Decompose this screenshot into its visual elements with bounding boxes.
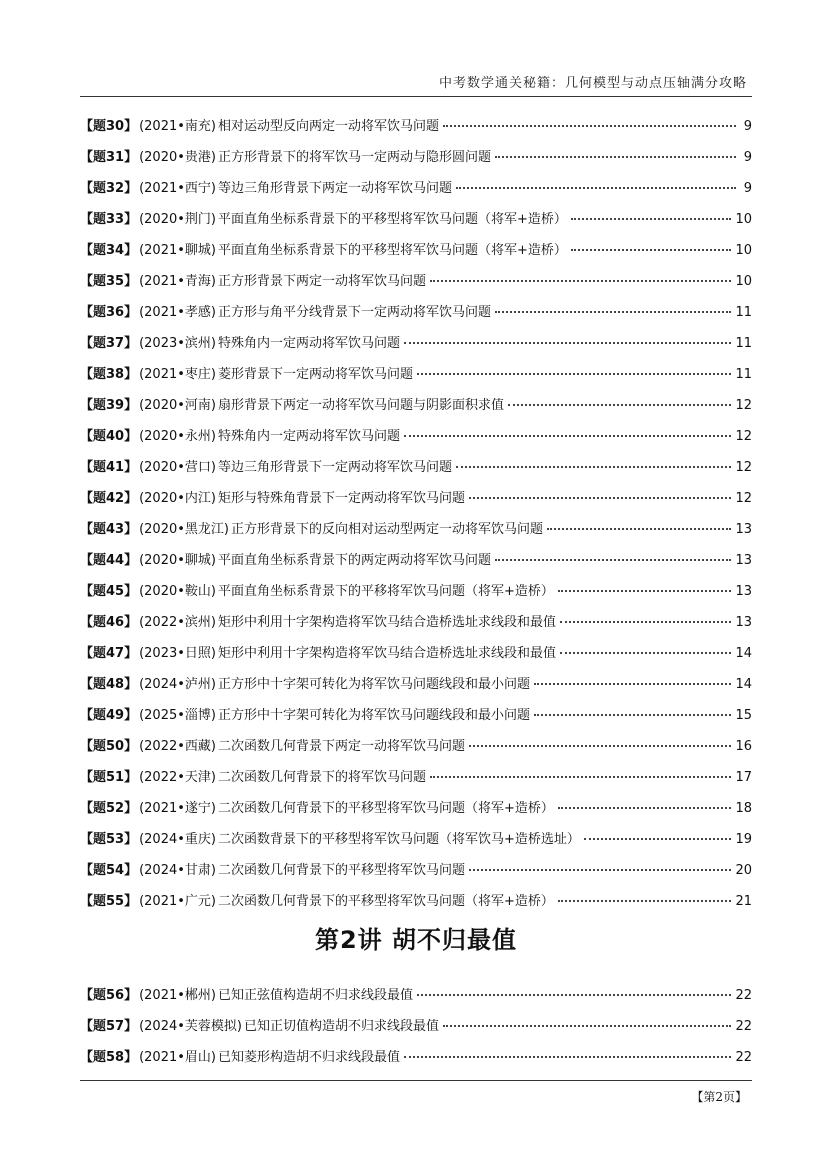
dot-leader (469, 745, 731, 747)
toc-entry-source: (2021•西宁) (139, 181, 216, 196)
toc-entry-source: (2024•泸州) (139, 677, 216, 692)
toc-list (80, 103, 752, 909)
toc-entry[interactable] (80, 972, 752, 1003)
toc-entry-page: 10 (735, 212, 752, 227)
toc-entry[interactable] (80, 661, 752, 692)
toc-entry-page: 12 (735, 460, 752, 475)
toc-entry-source: (2020•荆门) (139, 212, 216, 227)
toc-entry-page: 13 (735, 584, 752, 599)
toc-entry[interactable] (80, 692, 752, 723)
toc-entry-page: 12 (735, 429, 752, 444)
toc-entry-page: 11 (735, 367, 752, 382)
toc-entry-page: 21 (735, 894, 752, 909)
toc-entry-page: 17 (735, 770, 752, 785)
toc-entry-title: 平面直角坐标系背景下的平移型将军饮马问题（将军+造桥） (218, 212, 567, 227)
toc-entry-number: 【题54】 (80, 863, 138, 878)
toc-entry-page: 9 (743, 181, 752, 196)
dot-leader (495, 311, 731, 313)
toc-entry-page: 9 (743, 119, 752, 134)
toc-entry-source: (2020•永州) (139, 429, 216, 444)
toc-entry-page: 22 (735, 1019, 752, 1034)
toc-entry-source: (2021•青海) (139, 274, 216, 289)
page-number: 【第2页】 (691, 1090, 747, 1104)
dot-leader (404, 435, 731, 437)
toc-entry-source: (2021•枣庄) (139, 367, 216, 382)
toc-list-section-2 (80, 972, 752, 1065)
toc-entry-source: (2020•河南) (139, 398, 216, 413)
toc-entry[interactable] (80, 196, 752, 227)
toc-entry-number: 【题55】 (80, 894, 138, 909)
toc-entry-title: 二次函数几何背景下两定一动将军饮马问题 (218, 739, 466, 754)
toc-entry[interactable] (80, 816, 752, 847)
toc-entry-title: 正方形背景下的反向相对运动型两定一动将军饮马问题 (231, 522, 544, 537)
toc-entry-source: (2022•滨州) (139, 615, 216, 630)
toc-entry[interactable] (80, 506, 752, 537)
toc-entry-title: 矩形与特殊角背景下一定两动将军饮马问题 (218, 491, 466, 506)
toc-entry-page: 13 (735, 615, 752, 630)
toc-entry[interactable] (80, 134, 752, 165)
toc-entry-title: 二次函数几何背景下的平移型将军饮马问题（将军+造桥） (218, 801, 554, 816)
toc-entry-number: 【题46】 (80, 615, 138, 630)
toc-entry[interactable] (80, 103, 752, 134)
toc-entry-number: 【题32】 (80, 181, 138, 196)
toc-entry[interactable] (80, 382, 752, 413)
toc-entry-number: 【题38】 (80, 367, 138, 382)
dot-leader (443, 125, 736, 127)
dot-leader (571, 218, 732, 220)
toc-entry-number: 【题42】 (80, 491, 138, 506)
toc-entry-source: (2020•贵港) (139, 150, 216, 165)
toc-entry-title: 二次函数几何背景下的平移型将军饮马问题 (218, 863, 466, 878)
running-header: 中考数学通关秘籍：几何模型与动点压轴满分攻略 (438, 76, 747, 91)
toc-entry-page: 9 (743, 150, 752, 165)
toc-entry-title: 特殊角内一定两动将军饮马问题 (218, 336, 401, 351)
toc-entry-source: (2024•重庆) (139, 832, 216, 847)
toc-entry[interactable] (80, 537, 752, 568)
toc-entry[interactable] (80, 847, 752, 878)
toc-entry[interactable] (80, 413, 752, 444)
toc-entry-source: (2023•滨州) (139, 336, 216, 351)
toc-entry[interactable] (80, 785, 752, 816)
toc-entry-title: 二次函数几何背景下的平移型将军饮马问题（将军+造桥） (218, 894, 554, 909)
toc-entry-page: 12 (735, 398, 752, 413)
toc-entry-source: (2021•聊城) (139, 243, 216, 258)
toc-entry-title: 扇形背景下两定一动将军饮马问题与阴影面积求值 (218, 398, 505, 413)
toc-entry-title: 平面直角坐标系背景下的平移型将军饮马问题（将军+造桥） (218, 243, 567, 258)
dot-leader (430, 776, 731, 778)
toc-entry-number: 【题52】 (80, 801, 138, 816)
dot-leader (495, 156, 736, 158)
dot-leader (456, 466, 731, 468)
toc-entry-number: 【题50】 (80, 739, 138, 754)
toc-entry-title: 特殊角内一定两动将军饮马问题 (218, 429, 401, 444)
toc-entry-page: 10 (735, 274, 752, 289)
toc-entry-title: 正方形与角平分线背景下一定两动将军饮马问题 (218, 305, 492, 320)
dot-leader (443, 1025, 731, 1027)
toc-entry-page: 14 (735, 677, 752, 692)
toc-entry-number: 【题44】 (80, 553, 138, 568)
toc-entry-page: 16 (735, 739, 752, 754)
dot-leader (547, 528, 731, 530)
toc-entry-number: 【题30】 (80, 119, 138, 134)
toc-entry-title: 已知正弦值构造胡不归求线段最值 (218, 988, 414, 1003)
toc-entry-number: 【题51】 (80, 770, 138, 785)
toc-entry-source: (2020•鞍山) (139, 584, 216, 599)
toc-entry[interactable] (80, 475, 752, 506)
toc-entry-source: (2021•眉山) (139, 1050, 216, 1065)
dot-leader (558, 807, 732, 809)
toc-entry-number: 【题34】 (80, 243, 138, 258)
toc-entry-title: 二次函数几何背景下的将军饮马问题 (218, 770, 427, 785)
toc-entry-source: (2020•内江) (139, 491, 216, 506)
toc-entry-source: (2020•营口) (139, 460, 216, 475)
dot-leader (417, 994, 731, 996)
toc-entry[interactable] (80, 1034, 752, 1065)
toc-entry-title: 正方形背景下的将军饮马一定两动与隐形圆问题 (218, 150, 492, 165)
dot-leader (404, 1056, 731, 1058)
toc-entry-number: 【题48】 (80, 677, 138, 692)
toc-entry-page: 13 (735, 522, 752, 537)
toc-entry-title: 已知菱形构造胡不归求线段最值 (218, 1050, 401, 1065)
toc-entry-number: 【题36】 (80, 305, 138, 320)
toc-entry-number: 【题40】 (80, 429, 138, 444)
toc-entry-number: 【题43】 (80, 522, 138, 537)
toc-entry-source: (2022•天津) (139, 770, 216, 785)
toc-entry-number: 【题58】 (80, 1050, 138, 1065)
toc-entry-source: (2020•聊城) (139, 553, 216, 568)
toc-entry[interactable] (80, 630, 752, 661)
dot-leader (495, 559, 731, 561)
dot-leader (417, 373, 731, 375)
toc-entry-source: (2021•广元) (139, 894, 216, 909)
toc-entry-number: 【题57】 (80, 1019, 138, 1034)
dot-leader (534, 714, 731, 716)
toc-entry-number: 【题37】 (80, 336, 138, 351)
toc-entry-number: 【题45】 (80, 584, 138, 599)
toc-entry-title: 正方形中十字架可转化为将军饮马问题线段和最小问题 (218, 708, 531, 723)
toc-entry-source: (2023•日照) (139, 646, 216, 661)
toc-entry-title: 平面直角坐标系背景下的平移将军饮马问题（将军+造桥） (218, 584, 554, 599)
toc-entry-source: (2021•孝感) (139, 305, 216, 320)
toc-entry-source: (2021•南充) (139, 119, 216, 134)
section-heading: 第2讲 胡不归最值 (314, 926, 518, 954)
toc-entry-number: 【题56】 (80, 988, 138, 1003)
toc-entry-source: (2022•西藏) (139, 739, 216, 754)
toc-entry[interactable] (80, 568, 752, 599)
toc-entry-page: 14 (735, 646, 752, 661)
toc-entry-title: 相对运动型反向两定一动将军饮马问题 (218, 119, 440, 134)
toc-entry-page: 22 (735, 1050, 752, 1065)
toc-entry[interactable] (80, 165, 752, 196)
toc-entry[interactable] (80, 351, 752, 382)
dot-leader (404, 342, 731, 344)
toc-entry-page: 11 (735, 305, 752, 320)
dot-leader (584, 838, 732, 840)
dot-leader (469, 497, 731, 499)
toc-entry-number: 【题53】 (80, 832, 138, 847)
toc-entry[interactable] (80, 599, 752, 630)
toc-entry-page: 10 (735, 243, 752, 258)
dot-leader (558, 590, 732, 592)
toc-entry-page: 12 (735, 491, 752, 506)
toc-entry-title: 矩形中利用十字架构造将军饮马结合造桥选址求线段和最值 (218, 646, 557, 661)
toc-entry[interactable] (80, 878, 752, 909)
toc-entry-title: 二次函数背景下的平移型将军饮马问题（将军饮马+造桥选址） (218, 832, 580, 847)
dot-leader (534, 683, 731, 685)
dot-leader (430, 280, 731, 282)
toc-entry-source: (2021•郴州) (139, 988, 216, 1003)
dot-leader (456, 187, 736, 189)
dot-leader (571, 249, 732, 251)
dot-leader (558, 900, 732, 902)
toc-entry-title: 等边三角形背景下一定两动将军饮马问题 (218, 460, 453, 475)
toc-entry-number: 【题47】 (80, 646, 138, 661)
toc-entry-number: 【题39】 (80, 398, 138, 413)
toc-entry[interactable] (80, 723, 752, 754)
toc-entry-title: 正方形中十字架可转化为将军饮马问题线段和最小问题 (218, 677, 531, 692)
toc-entry[interactable] (80, 320, 752, 351)
toc-entry[interactable] (80, 444, 752, 475)
toc-entry-source: (2024•芙蓉模拟) (139, 1019, 242, 1034)
toc-entry-number: 【题41】 (80, 460, 138, 475)
toc-entry[interactable] (80, 258, 752, 289)
toc-entry[interactable] (80, 1003, 752, 1034)
toc-entry-title: 正方形背景下两定一动将军饮马问题 (218, 274, 427, 289)
dot-leader (508, 404, 731, 406)
toc-entry-source: (2021•遂宁) (139, 801, 216, 816)
toc-entry-page: 18 (735, 801, 752, 816)
toc-entry-number: 【题31】 (80, 150, 138, 165)
toc-entry-number: 【题33】 (80, 212, 138, 227)
toc-entry-number: 【题35】 (80, 274, 138, 289)
toc-entry-title: 矩形中利用十字架构造将军饮马结合造桥选址求线段和最值 (218, 615, 557, 630)
dot-leader (469, 869, 731, 871)
toc-entry[interactable] (80, 289, 752, 320)
toc-entry-page: 11 (735, 336, 752, 351)
footer-divider (80, 1080, 752, 1081)
toc-entry-source: (2024•甘肃) (139, 863, 216, 878)
toc-entry-title: 已知正切值构造胡不归求线段最值 (244, 1019, 440, 1034)
toc-entry-page: 15 (735, 708, 752, 723)
header-divider (80, 96, 752, 97)
toc-entry-title: 等边三角形背景下两定一动将军饮马问题 (218, 181, 453, 196)
toc-entry-number: 【题49】 (80, 708, 138, 723)
toc-entry-page: 19 (735, 832, 752, 847)
toc-entry-page: 13 (735, 553, 752, 568)
toc-entry-source: (2020•黑龙江) (139, 522, 229, 537)
toc-entry-title: 平面直角坐标系背景下的两定两动将军饮马问题 (218, 553, 492, 568)
toc-entry[interactable] (80, 227, 752, 258)
toc-entry-title: 菱形背景下一定两动将军饮马问题 (218, 367, 414, 382)
toc-entry-source: (2025•淄博) (139, 708, 216, 723)
toc-entry-page: 22 (735, 988, 752, 1003)
toc-entry[interactable] (80, 754, 752, 785)
dot-leader (560, 621, 731, 623)
toc-entry-page: 20 (735, 863, 752, 878)
dot-leader (560, 652, 731, 654)
